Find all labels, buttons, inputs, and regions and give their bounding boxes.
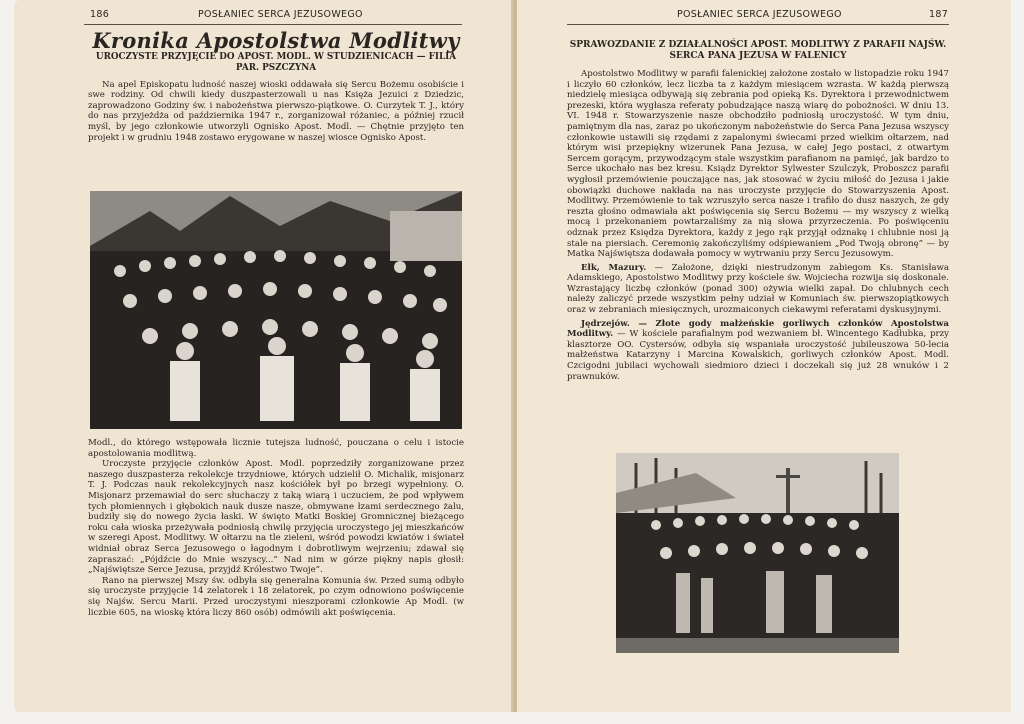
article-subtitle-left: UROCZYSTE PRZYJĘCIE DO APOST. MODL. W STUDZIENICACH — FILIA PAR. PSZCZYNA bbox=[95, 51, 457, 73]
intro-paragraph: Na apel Episkopatu ludność naszej wioski oddawała się Sercu Bożemu osobiście i swe rodziny. Od chwili kiedy duszpasterzowali u nas Księża Jezuici z Dziedzic, zaprowadzono Godziny św. i nabożeństwa pierwszo-piątkowe. O. Curzytek T. J., który do nas przyjeżdża od października 1947 r., zorganizował różaniec, a później rzucił myśl, by jego członkowie utworzyli Ognisko Apost. Modl. — Chętnie przyjęto ten projekt i w grudniu 1948 zostawo erygowane w naszej wiosce Ognisko Apost. bbox=[88, 79, 464, 143]
page-number-right: 187 bbox=[929, 9, 949, 20]
body-paragraph-left-3: Rano na pierwszej Mszy św. odbyła się generalna Komunia św. Przed sumą odbyło się uroczyste przyjęcie 14 zelatorek i 18 zelatorek, po czym odnowiono poświęcenie się Najśw. Sercu Marii. Przed uroczystymi nieszporami członkowie Ap Modl. (w liczbie 605, na wioskę która liczy 860 osób) odmówili akt poświęcenia. bbox=[88, 575, 464, 618]
crowd-photo-graphic bbox=[90, 191, 462, 429]
crowd-photo bbox=[90, 191, 462, 429]
right-page bbox=[517, 0, 1011, 712]
jedrzejow-heading: Jędrzejów. — Złote gody małżeńskie gorliwych członków Apostolstwa Modlitwy. bbox=[567, 318, 949, 340]
body-paragraph-left-2: Uroczyste przyjęcie członków Apost. Modl. poprzedziły zorganizowane przez naszego duszpasterza rekolekcje trzydniowe, których udzielił O. Michalik, misjonarz T. J. Podczas nauk rekolekcyjnych nasz kościółek był po brzegi wypełniony. O. Misjonarz przemawiał do serc słuchaczy z taką wiarą i uczuciem, że pod wpływem tych płomiennych i głębokich nauk dusze nasze, obmywane łzami serdecznego żalu, budziły się do nowego życia łaski. W święto Matki Boskiej Gromnicznej bieżącego roku cała wioska przeżywała podniosłą chwilę przyjęcia uroczystego jej mieszkańców w szeregi Apost. Modlitwy. W ołtarzu na tle zieleni, wśród powodzi kwiatów i świateł widniał obraz Serca Jezusowego o łagodnym i dobrotliwym wejrzeniu; zdawał się zapraszać: „Pójdźcie do Mnie wszyscy...” Nad nim w górze piękny napis głosił: „Najświętsze Serce Jezusa, przyjdź Królestwo Twoje”. bbox=[88, 459, 464, 576]
running-head-right: POSŁANIEC SERCA JEZUSOWEGO bbox=[677, 9, 842, 20]
body-paragraph-left-1: Modl., do którego wstępowała licznie tutejsza ludność, pouczana o celu i istocie apostolowania modlitwą. bbox=[88, 438, 464, 459]
group-photo bbox=[616, 453, 899, 653]
left-bottom-text bbox=[88, 438, 464, 618]
chronicle-title: Kronika Apostolstwa Modlitwy bbox=[92, 28, 460, 53]
running-head-left: POSŁANIEC SERCA JEZUSOWEGO bbox=[198, 9, 363, 20]
left-top-text bbox=[88, 28, 464, 143]
article-subtitle-right: SPRAWOZDANIE Z DZIAŁALNOŚCI APOST. MODLITWY Z PARAFII NAJŚW. SERCA PANA JEZUSA W FALENICY bbox=[569, 40, 947, 61]
jedrzejow-paragraph: — W kościele parafialnym pod wezwaniem bł. Wincentego Kadłubka, przy klasztorze OO. Cystersów, odbyła się wspaniała uroczystość jubileuszowa 50-lecia małżeństwa Katarzyny i Marcina Kowalskich, gorliwych członków Apost. Modl. Czcigodni jubilaci wychowali siedmioro dzieci i doczekali się już 28 wnuków i 2 prawnuków. bbox=[567, 329, 950, 382]
group-photo-graphic bbox=[616, 453, 899, 653]
left-page bbox=[14, 0, 514, 712]
elk-paragraph: — Założone, dzięki niestrudzonym zabiegom Ks. Stanisława Adamskiego, Apostolstwo Modlitwy przy kościele św. Wojciecha rozwija się doskonale. Wzrastający liczbę członków (ponad 300) ożywia wielki zapał. Do chlubnych cech należy zaliczyć przede wszystkim pełny udział w Komuniach św. pierwszopiątkowych oraz w zebraniach miesięcznych, urozmaiconych ciekawymi referatami dyskusyjnymi. bbox=[567, 262, 950, 316]
header-rule-right bbox=[567, 24, 949, 25]
right-text bbox=[567, 40, 949, 382]
header-rule-left bbox=[84, 24, 462, 25]
body-paragraph-right-1: Apostolstwo Modlitwy w parafii falenickiej założone zostało w listopadzie roku 1947 i liczyło 60 członków, lecz liczba ta z każdym miesiącem wzrasta. W każdą pierwszą niedzielę miesiąca odbywają się zebrania pod opieką Ks. Dyrektora i przewodnictwem prezeski, która wygłasza referaty pobudzające naszą wiarę do pobożności. W dniu 13. VI. 1948 r. Stowarzyszenie nasze obchodziło podniosłą uroczystość. W tym dniu, pamiętnym dla nas, zaraz po ukończonym nabożeństwie do Serca Pana Jezusa wszyscy członkowie ustawili się rzędami z zapalonymi świecami przed wielkim ołtarzem, nad którym wisi przepiękny wizerunek Pana Jezusa, w całej Jego postaci, z otwartym Sercem gorącym, przywodzącym stale wszystkim parafianom na pamięć, jak bardzo to Serce ukochało nas bez kresu. Ksiądz Dyrektor Sylwester Szulczyk, Proboszcz parafii wygłosił przemówienie pouczające nas, jak stosować w życiu miłość do Jezusa i jakie obowiązki duchowe nakłada na nas uroczyste przyjęcie do Stowarzyszenia Apost. Modlitwy. Przemówienie to tak wzruszyło serca nasze i trafiło do dusz naszych, że gdy reszta głośno odmawiała akt poświęcenia się Sercu Bożemu — my wszyscy z wielką mocą i przekonaniem powtarzaliśmy za nią słowa przyrzeczenia. Po poświęceniu odznak przez Księdza Dyrektora, każdy z jego rąk przyjął odznakę i chlubnie nosi ją stale na piersiach. Ceremonię zakończyliśmy odśpiewaniem „Pod Twoją obronę” — by Matka Najświętsza dodawała pomocy w wytrwaniu przy Sercu Jezusowym. bbox=[567, 69, 949, 260]
page-number-left: 186 bbox=[90, 9, 110, 20]
elk-heading: Ełk, Mazury. bbox=[581, 262, 647, 273]
